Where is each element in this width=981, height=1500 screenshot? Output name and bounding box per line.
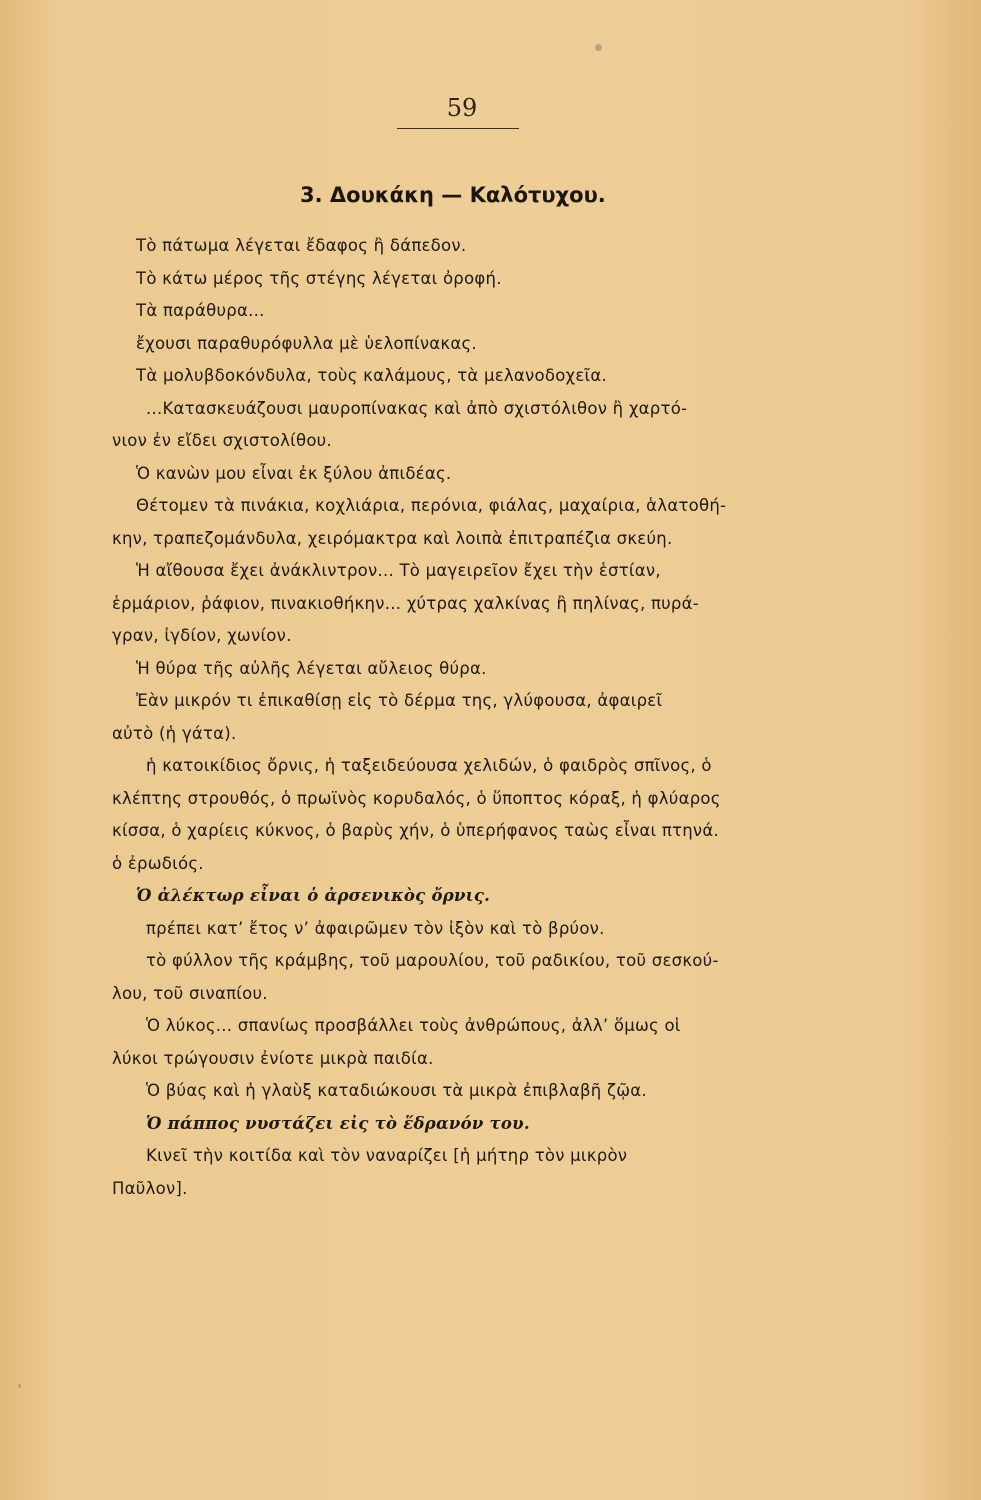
text-line: Ὁ λύκος... σπανίως προσβάλλει τοὺς ἀνθρώπους, ἀλλ’ ὅμως οἱ xyxy=(146,1016,681,1035)
text-line: κλέπτης στρουθός, ὁ πρωϊνὸς κορυδαλός, ὁ ὕποπτος κόραξ, ἡ φλύαρος xyxy=(112,788,721,808)
text-line: γραν, ἰγδίον, χωνίον. xyxy=(112,626,292,645)
text-line: κην, τραπεζομάνδυλα, χειρόμακτρα καὶ λοιπὰ ἐπιτραπέζια σκεύη. xyxy=(112,528,673,548)
body-text xyxy=(112,230,828,1205)
text-line: Παῦλον]. xyxy=(112,1178,188,1198)
text-line: ἑρμάριον, ῥάφιον, πινακιοθήκην... χύτρας χαλκίνας ἢ πηλίνας, πυρά- xyxy=(112,593,699,613)
text-line: λου, τοῦ σιναπίου. xyxy=(112,983,268,1003)
text-line: κίσσα, ὁ χαρίεις κύκνος, ὁ βαρὺς χήν, ὁ ὑπερήφανος ταὼς εἶναι πτηνά. xyxy=(112,821,720,840)
text-line: τὸ φύλλον τῆς κράμβης, τοῦ μαρουλίου, τοῦ ραδικίου, τοῦ σεσκού- xyxy=(146,951,719,970)
text-line: Τὰ μολυβδοκόνδυλα, τοὺς καλάμους, τὰ μελανοδοχεῖα. xyxy=(136,366,607,385)
text-line: ἡ κατοικίδιος ὄρνις, ἡ ταξειδεύουσα χελιδών, ὁ φαιδρὸς σπῖνος, ὁ xyxy=(146,756,712,775)
text-line: Ὁ βύας καὶ ἡ γλαὺξ καταδιώκουσι τὰ μικρὰ ἐπιβλαβῆ ζῷα. xyxy=(146,1081,647,1100)
section-heading: 3. Δουκάκη — Καλότυχου. xyxy=(300,183,606,207)
text-line: Κινεῖ τὴν κοιτίδα καὶ τὸν ναναρίζει [ἡ μήτηρ τὸν μικρὸν xyxy=(146,1146,628,1165)
ink-speck xyxy=(18,1384,21,1388)
text-line: Τὰ παράθυρα... xyxy=(136,301,265,320)
text-line: Ὁ πάππος νυστάζει εἰς τὸ ἕδρανόν του. xyxy=(146,1113,530,1133)
ink-speck xyxy=(595,44,602,51)
text-line: Ὁ ἀλέκτωρ εἶναι ὁ ἀρσενικὸς ὄρνις. xyxy=(136,886,491,905)
text-line: ...Κατασκευάζουσι μαυροπίνακας καὶ ἀπὸ σχιστόλιθον ἢ χαρτό- xyxy=(146,398,688,418)
text-line: λύκοι τρώγουσιν ἐνίοτε μικρὰ παιδία. xyxy=(112,1048,434,1068)
text-line: Τὸ πάτωμα λέγεται ἔδαφος ἢ δάπεδον. xyxy=(136,236,467,255)
text-line: πρέπει κατ’ ἔτος ν’ ἀφαιρῶμεν τὸν ἰξὸν καὶ τὸ βρύον. xyxy=(146,918,605,938)
text-line: ὁ ἐρωδιός. xyxy=(112,853,204,873)
text-line: Θέτομεν τὰ πινάκια, κοχλιάρια, περόνια, φιάλας, μαχαίρια, ἁλατοθή- xyxy=(136,496,727,515)
text-line: Ἡ θύρα τῆς αὐλῆς λέγεται αὔλειος θύρα. xyxy=(136,658,487,678)
text-line: Ἡ αἴθουσα ἔχει ἀνάκλιντρον... Τὸ μαγειρεῖον ἔχει τὴν ἑστίαν, xyxy=(136,561,661,580)
text-line: ἔχουσι παραθυρόφυλλα μὲ ὑελοπίνακας. xyxy=(136,333,477,353)
text-line: Ὁ κανὼν μου εἶναι ἐκ ξύλου ἀπιδέας. xyxy=(136,463,452,483)
page-number-rule xyxy=(397,128,519,129)
text-line: αὐτὸ (ἡ γάτα). xyxy=(112,723,237,743)
text-line: νιον ἐν εἴδει σχιστολίθου. xyxy=(112,431,332,450)
text-line: Ἐὰν μικρόν τι ἐπικαθίσῃ εἰς τὸ δέρμα της, γλύφουσα, ἀφαιρεῖ xyxy=(136,691,663,710)
page-number: 59 xyxy=(446,94,478,122)
text-line: Τὸ κάτω μέρος τῆς στέγης λέγεται ὀροφή. xyxy=(136,268,502,288)
